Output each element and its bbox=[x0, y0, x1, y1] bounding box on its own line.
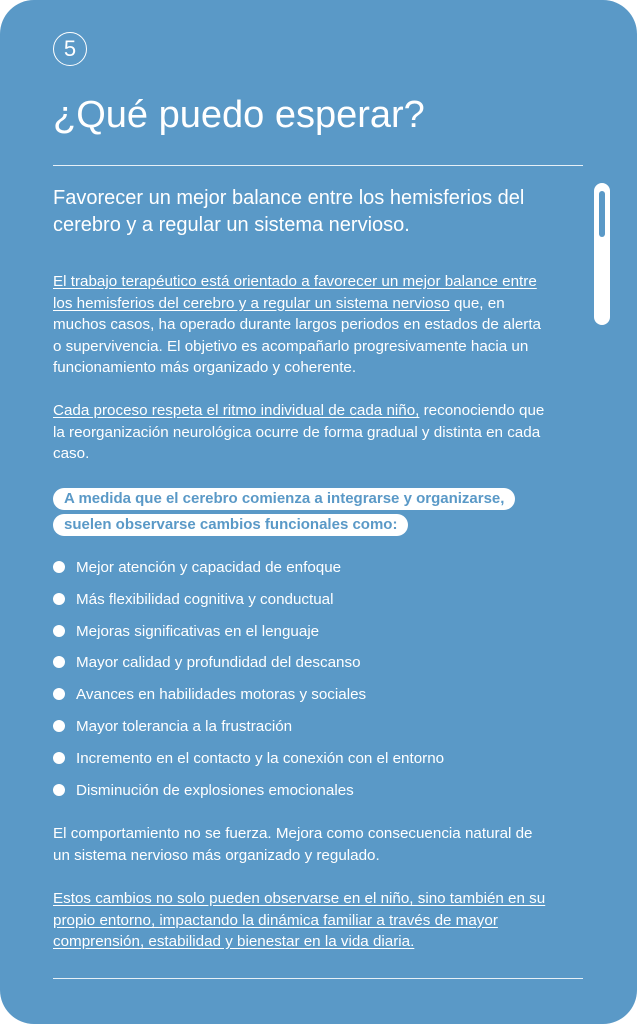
highlight-pill: suelen observarse cambios funcionales como: bbox=[53, 514, 408, 536]
lead-text: Favorecer un mejor balance entre los hemisferios del cerebro y a regular un sistema nervioso. bbox=[53, 187, 525, 236]
page-title: ¿Qué puedo esperar? bbox=[53, 94, 425, 136]
bullet-dot-icon bbox=[53, 593, 65, 605]
underlined-text: Cada proceso respeta el ritmo individual de cada niño, bbox=[53, 402, 420, 419]
list-item-label: Mayor tolerancia a la frustración bbox=[76, 717, 293, 735]
bullet-dot-icon bbox=[53, 688, 65, 700]
list-item-label: Incremento en el contacto y la conexión con el entorno bbox=[76, 749, 445, 767]
list-item-label: Mejor atención y capacidad de enfoque bbox=[76, 559, 342, 576]
step-number-badge: 5 bbox=[53, 32, 87, 66]
list-item-label: Mejoras significativas en el lenguaje bbox=[76, 622, 320, 640]
list-item bbox=[53, 780, 444, 812]
top-divider bbox=[53, 165, 583, 166]
scrollbar[interactable] bbox=[594, 183, 610, 325]
list-item-label: Disminución de explosiones emocionales bbox=[76, 781, 354, 799]
bullet-dot-icon bbox=[53, 720, 65, 732]
paragraph-text: reconociendo que la reorganización neurológica ocurre de forma gradual y distinta en cada caso. bbox=[53, 402, 545, 462]
list-item bbox=[53, 589, 444, 621]
list-item bbox=[53, 557, 444, 589]
paragraph-behavior: El comportamiento no se fuerza. Mejora como consecuencia natural de un sistema nervioso más organizado y regulado. bbox=[53, 825, 533, 864]
bottom-divider bbox=[53, 978, 583, 979]
underlined-text: El trabajo terapéutico está orientado a favorecer un mejor balance entre los hemisferios del cerebro y a regular un sistema nervioso bbox=[53, 273, 537, 312]
bullet-dot-icon bbox=[53, 561, 65, 573]
list-item bbox=[53, 748, 444, 780]
list-item-label: Más flexibilidad cognitiva y conductual bbox=[76, 590, 334, 608]
paragraph-therapy bbox=[53, 271, 553, 379]
bullet-dot-icon bbox=[53, 625, 65, 637]
paragraph-environment bbox=[53, 888, 553, 953]
bullet-dot-icon bbox=[53, 752, 65, 764]
bullet-dot-icon bbox=[53, 784, 65, 796]
changes-list bbox=[53, 557, 444, 811]
list-item bbox=[53, 684, 444, 716]
list-item-label: Avances en habilidades motoras y sociales bbox=[76, 686, 367, 704]
list-item bbox=[53, 621, 444, 653]
paragraph-rhythm bbox=[53, 400, 553, 465]
list-item bbox=[53, 652, 444, 684]
bullet-dot-icon bbox=[53, 656, 65, 668]
highlight-pill: A medida que el cerebro comienza a integrarse y organizarse, bbox=[53, 488, 515, 510]
paragraph-text: que, en muchos casos, ha operado durante largos periodos en estados de alerta o supervivencia. El objetivo es acompañarlo progresivamente hacia un funcionamiento más organizado y coherente. bbox=[53, 294, 542, 376]
underlined-text: Estos cambios no solo pueden observarse en el niño, sino también en su propio entorno, impactando la dinámica familiar a través de mayor comprensión, estabilidad y bienestar en la vida diaria. bbox=[53, 890, 546, 950]
scrollbar-thumb[interactable] bbox=[599, 191, 605, 237]
list-item-label: Mayor calidad y profundidad del descanso bbox=[76, 654, 361, 672]
list-item bbox=[53, 716, 444, 748]
